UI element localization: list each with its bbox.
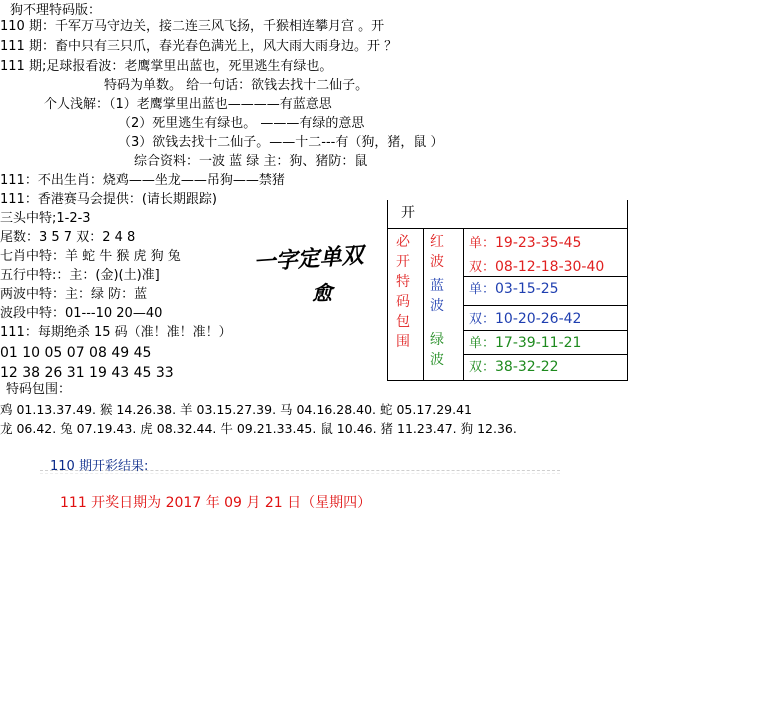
table-header: 开 (401, 205, 415, 221)
group-label-green: 绿波 (430, 332, 444, 368)
slogan-text: 一字定单双 (252, 242, 365, 276)
text-line: 综合资料：一波 蓝 绿 主：狗、猪防：鼠 (134, 154, 368, 169)
row-tag: 单： (469, 236, 496, 251)
text-line: 特码为单数。 给一句话：欲钱去找十二仙子。 (104, 78, 369, 93)
text-line: 111：不出生肖：烧鸡——坐龙——吊狗——禁猪 (0, 173, 285, 188)
table-row (469, 232, 581, 251)
slogan-graphic (250, 236, 370, 316)
text-line: 个人浅解：（1）老鹰掌里出蓝也————有蓝意思 (44, 97, 332, 112)
text-line: 波段中特：01---10 20—40 (0, 306, 163, 321)
text-line: 12 38 26 31 19 43 45 33 (0, 365, 174, 381)
row-tag: 单： (469, 282, 496, 297)
side-label: 必开特码包围 (396, 234, 410, 350)
group-label-blue: 蓝波 (430, 278, 444, 314)
text-line: 五行中特:：主：(金)(土)准] (0, 268, 160, 283)
row-numbers: 03-15-25 (495, 281, 559, 297)
text-line: 111 期：畜中只有三只爪，春光春色满光上，风大雨大雨身边。开 ？ (0, 39, 398, 54)
text-line: 龙 06.42. 兔 07.19.43. 虎 08.32.44. 牛 09.21.33.45. 鼠 10.46. 猪 11.23.47. 狗 12.36. (0, 421, 517, 436)
text-line: 三头中特;1-2-3 (0, 211, 91, 226)
table-row (469, 308, 581, 327)
row-numbers: 17-39-11-21 (495, 335, 582, 351)
text-line: 尾数：3 5 7 双：2 4 8 (0, 230, 136, 245)
special-number-table (387, 200, 628, 381)
text-line: 111：每期绝杀 15 码（准！准！准！） (0, 325, 232, 340)
table-row (469, 278, 559, 297)
slogan-extra-text: 愈 (312, 281, 332, 305)
text-line: 01 10 05 07 08 49 45 (0, 345, 152, 361)
doc-title: 狗不理特码版： (10, 3, 102, 18)
row-tag: 单： (469, 336, 496, 351)
row-tag: 双： (469, 312, 496, 327)
table-row (469, 356, 559, 375)
text-line: 111：香港赛马会提供：(请长期跟踪) (0, 192, 217, 207)
text-line: 两波中特：主：绿 防：蓝 (0, 287, 148, 302)
row-numbers: 10-20-26-42 (495, 311, 582, 327)
row-numbers: 08-12-18-30-40 (495, 259, 605, 275)
text-line: 鸡 01.13.37.49. 猴 14.26.38. 羊 03.15.27.39. 马 04.16.28.40. 蛇 05.17.29.41 (0, 402, 472, 417)
text-line: 七肖中特：羊 蛇 牛 猴 虎 狗 兔 (0, 249, 181, 264)
row-numbers: 38-32-22 (495, 359, 559, 375)
text-line: （3）欲钱去找十二仙子。——十二---有（狗，猪，鼠 ） (118, 135, 444, 150)
text-line: 110 期：千军万马守边关，接二连三风飞扬，千猴相连攀月宫 。开 (0, 19, 385, 34)
text-line: 特码包围： (6, 382, 72, 397)
text-line: （2）死里逃生有绿也。 ———有绿的意思 (118, 116, 365, 131)
table-row (469, 256, 604, 275)
result-title: 110 期开彩结果: (50, 459, 149, 474)
table-row (469, 332, 581, 351)
row-tag: 双： (469, 260, 496, 275)
row-numbers: 19-23-35-45 (495, 235, 582, 251)
text-line: 111 期;足球报看波：老鹰掌里出蓝也，死里逃生有绿也。 (0, 59, 333, 74)
group-label-red: 红波 (430, 234, 444, 270)
draw-date: 111 开奖日期为 2017 年 09 月 21 日（星期四） (60, 495, 372, 511)
row-tag: 双： (469, 360, 496, 375)
